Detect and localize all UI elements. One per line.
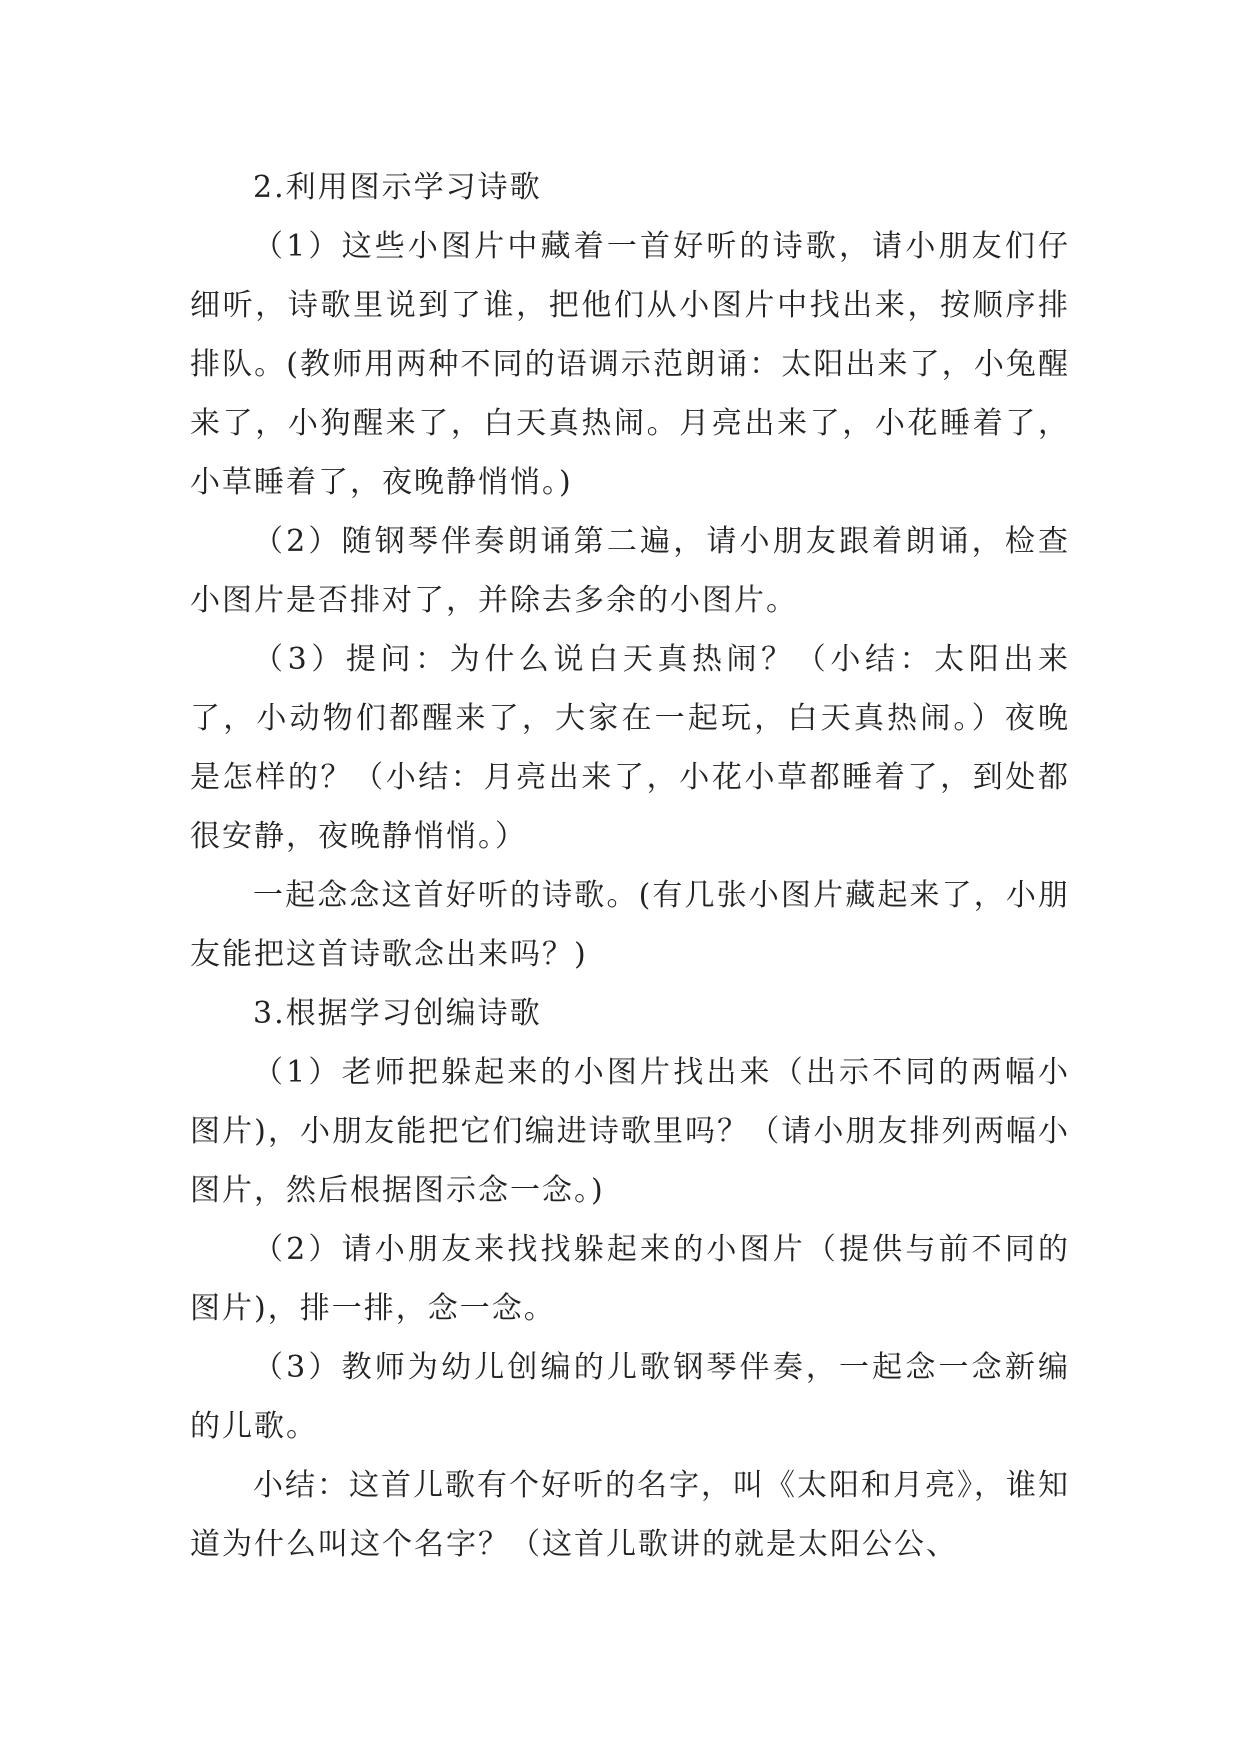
paragraph-create-3: （3）教师为幼儿创编的儿歌钢琴伴奏，一起念一念新编的儿歌。 xyxy=(190,1350,1070,1444)
paragraph-recite: 一起念念这首好听的诗歌。(有几张小图片藏起来了，小朋友能把这首诗歌念出来吗？) xyxy=(190,878,1070,972)
paragraph-create-1: （1）老师把躲起来的小图片找出来（出示不同的两幅小图片)，小朋友能把它们编进诗歌里吗？（请小朋友排列两幅小图片，然后根据图示念一念。) xyxy=(190,1055,1070,1208)
paragraph-step-3: （3）提问：为什么说白天真热闹？（小结：太阳出来了，小动物们都醒来了，大家在一起玩，白天真热闹。）夜晚是怎样的？（小结：月亮出来了，小花小草都睡着了，到处都很安静，夜晚静悄悄。） xyxy=(190,642,1070,854)
section-heading-2: 2.利用图示学习诗歌 xyxy=(253,170,542,205)
paragraph-step-2: （2）随钢琴伴奏朗诵第二遍，请小朋友跟着朗诵，检查小图片是否排对了，并除去多余的小图片。 xyxy=(190,524,1070,618)
paragraph-create-2: （2）请小朋友来找找躲起来的小图片（提供与前不同的图片)，排一排，念一念。 xyxy=(190,1232,1070,1326)
section-heading-3: 3.根据学习创编诗歌 xyxy=(253,996,542,1031)
paragraph-summary: 小结：这首儿歌有个好听的名字，叫《太阳和月亮》，谁知道为什么叫这个名字？（这首儿歌讲的就是太阳公公、 xyxy=(190,1468,1070,1562)
paragraph-step-1: （1）这些小图片中藏着一首好听的诗歌，请小朋友们仔细听，诗歌里说到了谁，把他们从小图片中找出来，按顺序排排队。(教师用两种不同的语调示范朗诵：太阳出来了，小兔醒来了，小狗醒来了，白天真热闹。月亮出来了，小花睡着了，小草睡着了，夜晚静悄悄。) xyxy=(190,229,1070,500)
document-body xyxy=(190,158,1070,1574)
